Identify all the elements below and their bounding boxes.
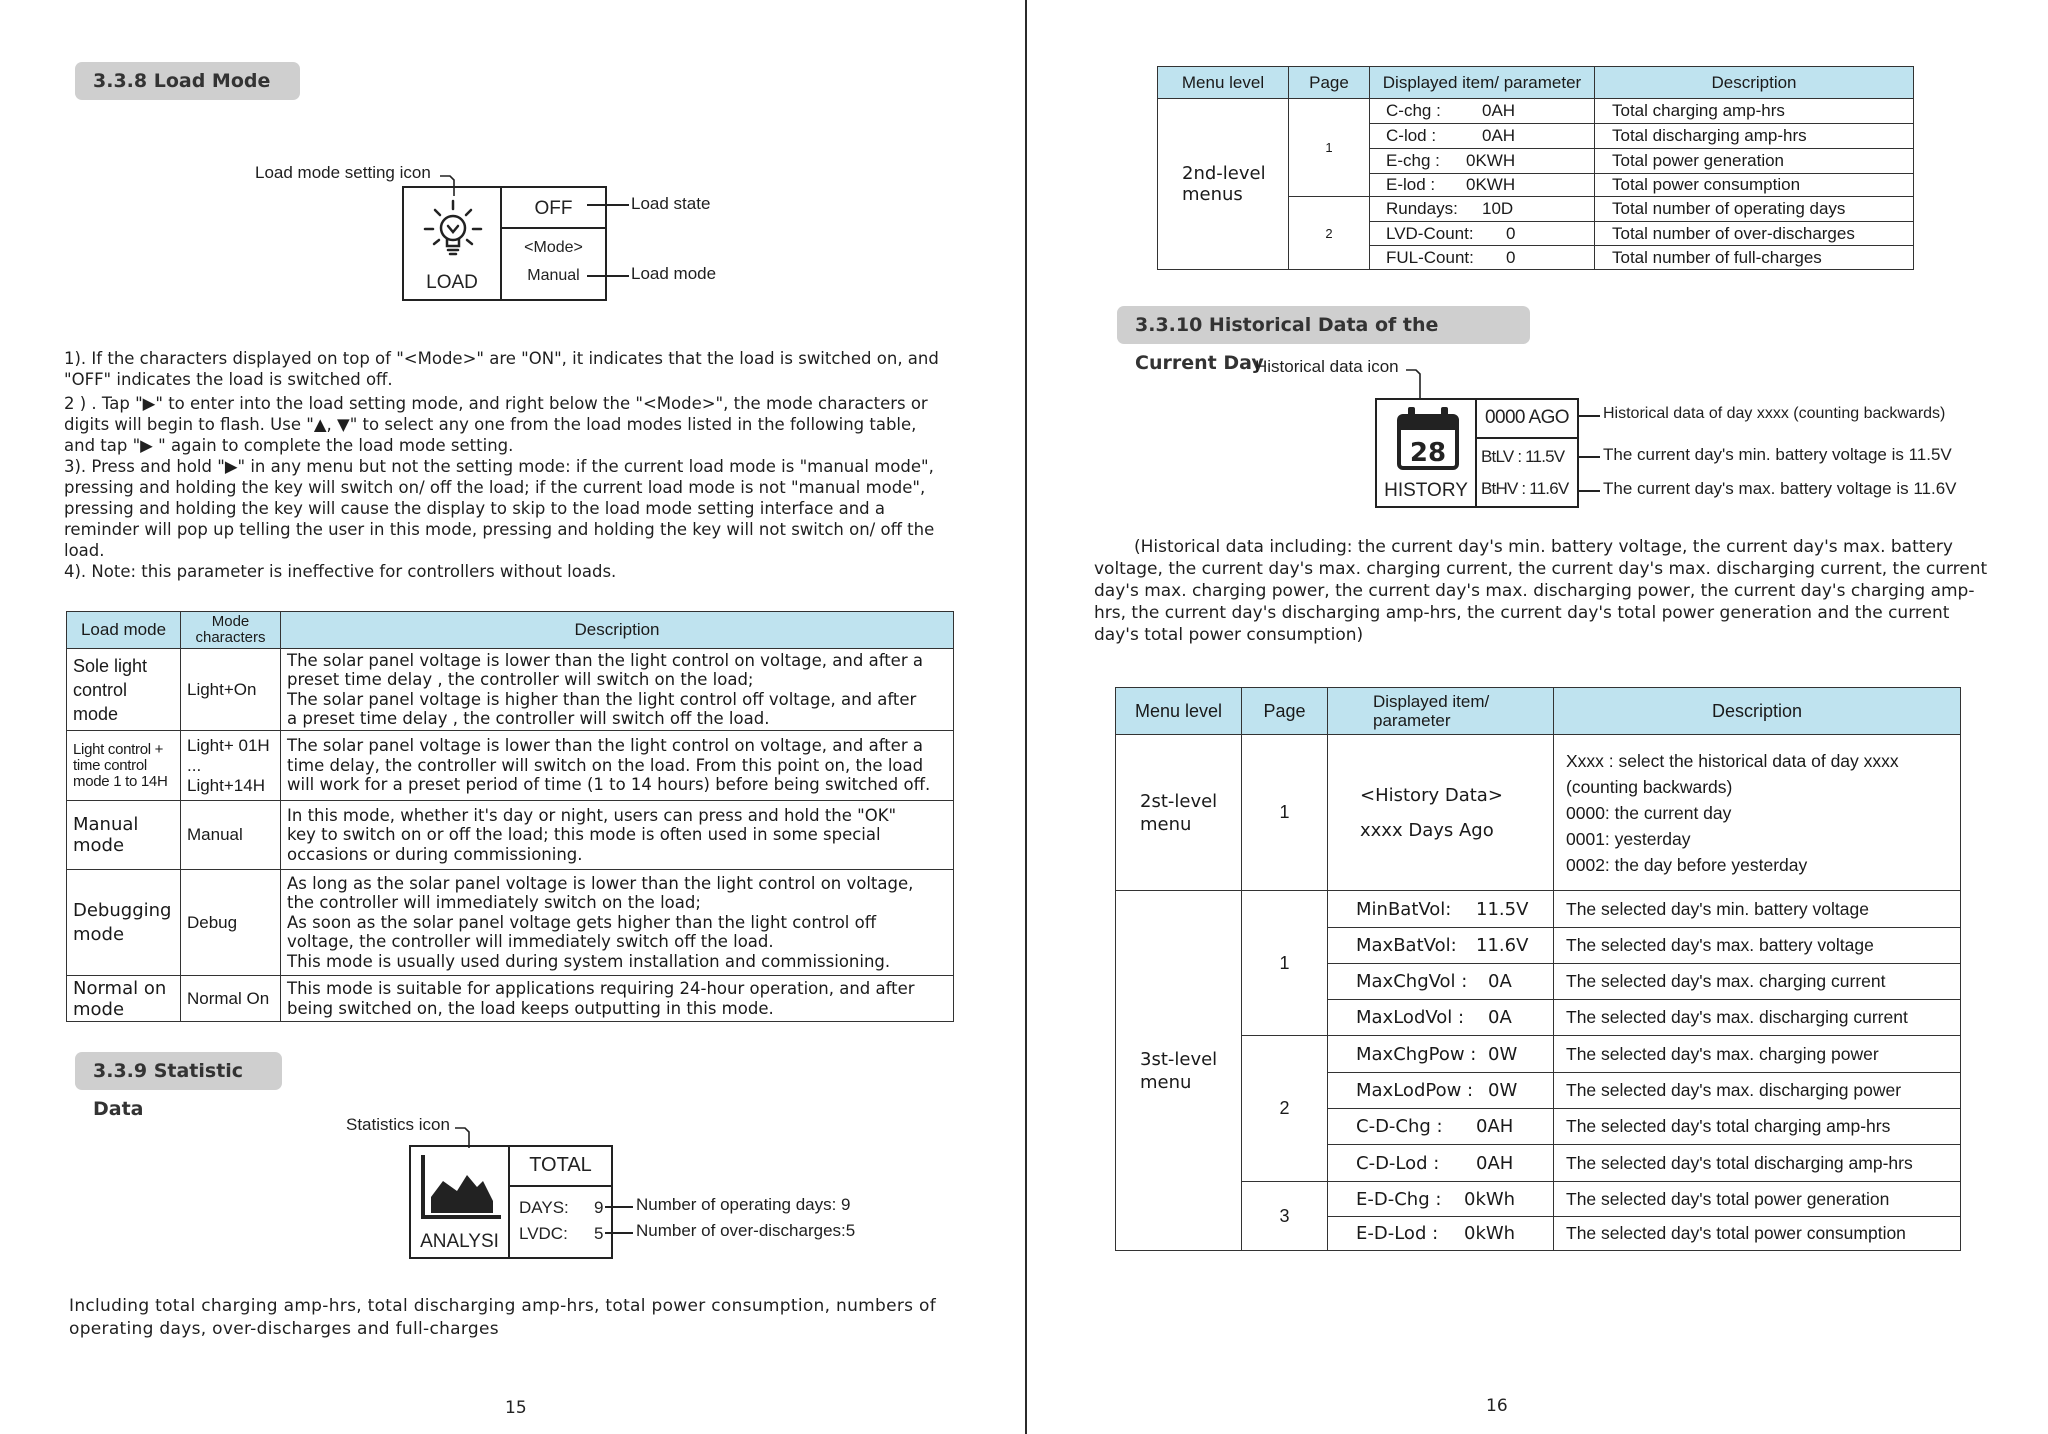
description-cell: The selected day's max. battery voltage	[1554, 928, 1961, 964]
page-cell: 1	[1242, 891, 1328, 1036]
item-cell: C-D-Chg : 0AH	[1328, 1109, 1554, 1145]
lcd-separator	[510, 1185, 611, 1187]
text-line: "OFF" indicates the load is switched off.	[64, 370, 393, 389]
item-cell: C-lod : 0AH	[1370, 124, 1595, 149]
description-cell: Total number of over-discharges	[1595, 222, 1914, 246]
history-icon-label: HISTORY	[1384, 480, 1468, 501]
table-row	[1116, 1182, 1961, 1217]
history-row-bthv: BtHV : 11.6V	[1481, 479, 1569, 498]
column-header: Load mode	[67, 612, 181, 649]
leader-line	[605, 1206, 633, 1208]
page-cell: 1	[1289, 99, 1370, 197]
item-cell: E-lod : 0KWH	[1370, 174, 1595, 197]
table-row	[67, 731, 954, 801]
mode-chars-cell: Light+On	[181, 649, 281, 731]
history-desc-day: Historical data of day xxxx (counting backwards)	[1603, 405, 1946, 422]
history-row-btlv: BtLV : 11.5V	[1481, 447, 1565, 466]
lcd-separator	[502, 227, 605, 229]
text-line: day's total power consumption)	[1094, 625, 1364, 645]
text-line: day's max. charging power, the current day's max. discharging power, the current day's charging amp-	[1094, 581, 1975, 601]
description-cell: The selected day's total charging amp-hrs	[1554, 1109, 1961, 1145]
description-cell: The selected day's max. discharging current	[1554, 1000, 1961, 1036]
column-header: Displayed item/ parameter	[1328, 688, 1554, 735]
page-number-right: 16	[1486, 1396, 1508, 1416]
description-cell: As long as the solar panel voltage is lower than the light control on voltage, the controller will immediately switch on the load; As soon as the solar panel voltage gets higher than the light control off voltage, the controller will immediately switch off the load. This mode is usually used during system installation and commissioning.	[281, 870, 954, 976]
lvdc-description: Number of over-discharges:5	[636, 1221, 856, 1240]
section-heading-statistic: 3.3.9 Statistic Data	[75, 1052, 282, 1090]
text-line: Including total charging amp-hrs, total discharging amp-hrs, total power consumption, numbers of	[69, 1296, 937, 1316]
history-desc-max: The current day's max. battery voltage is 11.6V	[1603, 479, 1957, 498]
table-row	[1116, 891, 1961, 928]
mode-chars-cell: Manual	[181, 801, 281, 870]
column-header: Page	[1289, 67, 1370, 99]
description-cell: This mode is suitable for applications requiring 24-hour operation, and after being switched on, the load keeps outputting in this mode.	[281, 976, 954, 1022]
column-header: Menu level	[1116, 688, 1242, 735]
section-heading-load-mode: 3.3.8 Load Mode	[75, 62, 300, 100]
text-line: voltage, the current day's max. charging current, the current day's max. discharging current, the current	[1094, 559, 1988, 579]
load-mode-label: Load mode	[631, 264, 717, 283]
item-cell: C-chg : 0AH	[1370, 99, 1595, 124]
load-icon-callout: Load mode setting icon	[255, 163, 431, 182]
mode-chars-cell: Debug	[181, 870, 281, 976]
description-cell: The solar panel voltage is lower than the light control on voltage, and after a time delay, the controller will switch on the load. From this point on, the load will work for a preset period of time (1 to 14 hours) before being switched off.	[281, 731, 954, 801]
page-cell: 1	[1242, 735, 1328, 891]
callout-line	[1406, 362, 1436, 402]
text-line: pressing and holding the key will cause the display to skip to the load mode setting interface and a	[64, 499, 886, 518]
load-icon-box	[402, 186, 502, 301]
mode-chars-cell: Normal On	[181, 976, 281, 1022]
leader-line	[605, 1232, 633, 1234]
text-line: operating days, over-discharges and full-charges	[69, 1319, 499, 1339]
calendar-icon	[1395, 404, 1461, 472]
stats-lcd-box	[508, 1145, 613, 1259]
description-cell: The selected day's max. charging current	[1554, 964, 1961, 1000]
text-line: 2 ) . Tap "▶" to enter into the load setting mode, and right below the "<Mode>", the mode characters or	[64, 394, 928, 413]
column-header: Description	[1554, 688, 1961, 735]
text-line: reminder will pop up telling the user in this mode, pressing and holding the key will not switch on/ off the	[64, 520, 935, 539]
load-icon-label: LOAD	[426, 272, 478, 293]
table-row	[67, 976, 954, 1022]
history-icon-box	[1375, 398, 1477, 508]
page-cell: 2	[1242, 1036, 1328, 1182]
item-cell: E-chg : 0KWH	[1370, 149, 1595, 174]
description-cell: Total power consumption	[1595, 174, 1914, 197]
leader-line	[1577, 490, 1600, 492]
table-row	[67, 649, 954, 731]
statistics-note	[69, 1295, 969, 1341]
description-cell: The solar panel voltage is lower than the light control on voltage, and after a preset time delay , the controller will switch on the load; The solar panel voltage is higher than the light control off voltage, and after a preset time delay , the controller will switch off the load.	[281, 649, 954, 731]
column-header: Menu level	[1158, 67, 1289, 99]
text-line: hrs, the current day's discharging amp-hrs, the current day's total power generation and the current	[1094, 603, 1950, 623]
leader-line	[587, 204, 629, 206]
history-icon-callout: Historical data icon	[1255, 357, 1399, 376]
text-line: 3). Press and hold "▶" in any menu but not the setting mode: if the current load mode is "manual mode",	[64, 457, 934, 476]
mode-tag: <Mode>	[524, 239, 583, 256]
menu-level-cell: 3st-level menu	[1116, 891, 1242, 1251]
stats-icon-callout: Statistics icon	[346, 1115, 450, 1134]
load-mode-instructions	[64, 348, 964, 582]
table-row	[1116, 1036, 1961, 1073]
lcd-separator	[1477, 437, 1577, 439]
text-line: (Historical data including: the current day's min. battery voltage, the current day's max. battery	[1134, 537, 1953, 557]
item-cell: <History Data> xxxx Days Ago	[1328, 735, 1554, 891]
stats-icon-label: ANALYSI	[420, 1231, 499, 1252]
item-cell: MaxChgVol : 0A	[1328, 964, 1554, 1000]
text-line: pressing and holding the key will switch on/ off the load; if the current load mode is not "manual mode",	[64, 478, 926, 497]
text-line: load.	[64, 541, 105, 560]
load-mode-cell: Debugging mode	[67, 870, 181, 976]
description-cell: Total charging amp-hrs	[1595, 99, 1914, 124]
history-table	[1115, 687, 1961, 1251]
days-value: 9	[594, 1198, 604, 1217]
load-mode-cell: Sole light control mode	[67, 649, 181, 731]
history-row-ago: 0000 AGO	[1485, 407, 1569, 428]
chart-icon	[419, 1155, 503, 1221]
column-header: Displayed item/ parameter	[1370, 67, 1595, 99]
lightbulb-icon	[420, 196, 486, 266]
load-state-label: Load state	[631, 194, 711, 213]
load-mode-table	[66, 611, 954, 1022]
page-divider	[1025, 0, 1027, 1434]
text-line: 1). If the characters displayed on top of "<Mode>" are "ON", it indicates that the load is switched on, and	[64, 349, 939, 368]
description-cell: The selected day's total power generation	[1554, 1182, 1961, 1217]
mode-chars-cell: Light+ 01H ... Light+14H	[181, 731, 281, 801]
text-line: digits will begin to flash. Use "▲, ▼" to select any one from the load modes listed in the following table,	[64, 415, 917, 434]
description-cell: In this mode, whether it's day or night, users can press and hold the "OK" key to switch on or off the load; this mode is often used in some special occasions or during commissioning.	[281, 801, 954, 870]
description-cell: Total power generation	[1595, 149, 1914, 174]
history-lcd-box	[1475, 398, 1579, 508]
description-cell: Total number of full-charges	[1595, 246, 1914, 270]
table-row	[67, 801, 954, 870]
leader-line	[587, 275, 629, 277]
item-cell: E-D-Chg : 0kWh	[1328, 1182, 1554, 1217]
page-number-left: 15	[505, 1398, 527, 1418]
statistic-table	[1157, 66, 1914, 270]
text-line: and tap "▶ " again to complete the load mode setting.	[64, 436, 514, 455]
description-cell: The selected day's max. discharging power	[1554, 1073, 1961, 1109]
lvdc-label: LVDC:	[519, 1224, 568, 1243]
item-cell: C-D-Lod : 0AH	[1328, 1145, 1554, 1182]
stats-icon-box	[409, 1145, 510, 1259]
column-header: Description	[281, 612, 954, 649]
table-row	[67, 870, 954, 976]
history-desc-min: The current day's min. battery voltage is 11.5V	[1603, 445, 1952, 464]
stats-title: TOTAL	[529, 1154, 592, 1176]
load-mode-cell: Normal on mode	[67, 976, 181, 1022]
item-cell: LVD-Count: 0	[1370, 222, 1595, 246]
text-line: 4). Note: this parameter is ineffective for controllers without loads.	[64, 562, 617, 581]
description-cell: Total discharging amp-hrs	[1595, 124, 1914, 149]
history-note	[1094, 536, 1994, 646]
description-cell: Xxxx : select the historical data of day xxxx (counting backwards) 0000: the current day 0001: yesterday 0002: the day before yesterday	[1554, 735, 1961, 891]
item-cell: MaxBatVol: 11.6V	[1328, 928, 1554, 964]
column-header: Description	[1595, 67, 1914, 99]
description-cell: The selected day's total power consumption	[1554, 1217, 1961, 1251]
load-mode-cell: Manual mode	[67, 801, 181, 870]
table-row	[1116, 735, 1961, 891]
item-cell: MaxLodPow : 0W	[1328, 1073, 1554, 1109]
item-cell: MinBatVol: 11.5V	[1328, 891, 1554, 928]
menu-level-cell: 2st-level menu	[1116, 735, 1242, 891]
days-label: DAYS:	[519, 1198, 569, 1217]
menu-level-cell: 2nd-level menus	[1158, 99, 1289, 270]
item-cell: E-D-Lod : 0kWh	[1328, 1217, 1554, 1251]
page-cell: 3	[1242, 1182, 1328, 1251]
leader-line	[1577, 456, 1600, 458]
section-heading-history: 3.3.10 Historical Data of the Current Day	[1117, 306, 1530, 344]
svg-text:28: 28	[1409, 438, 1447, 468]
page-cell: 2	[1289, 197, 1370, 270]
description-cell: The selected day's max. charging power	[1554, 1036, 1961, 1073]
mode-value: Manual	[527, 267, 580, 284]
table-row	[1158, 99, 1914, 124]
lvdc-value: 5	[594, 1224, 604, 1243]
leader-line	[1577, 415, 1600, 417]
item-cell: Rundays: 10D	[1370, 197, 1595, 222]
days-description: Number of operating days: 9	[636, 1195, 851, 1214]
load-state-value: OFF	[534, 198, 573, 219]
column-header: Mode characters	[181, 612, 281, 649]
description-cell: The selected day's total discharging amp-hrs	[1554, 1145, 1961, 1182]
description-cell: Total number of operating days	[1595, 197, 1914, 222]
load-mode-cell: Light control + time control mode 1 to 14H	[67, 731, 181, 801]
item-cell: MaxLodVol : 0A	[1328, 1000, 1554, 1036]
item-cell: FUL-Count: 0	[1370, 246, 1595, 270]
description-cell: The selected day's min. battery voltage	[1554, 891, 1961, 928]
column-header: Page	[1242, 688, 1328, 735]
item-cell: MaxChgPow : 0W	[1328, 1036, 1554, 1073]
